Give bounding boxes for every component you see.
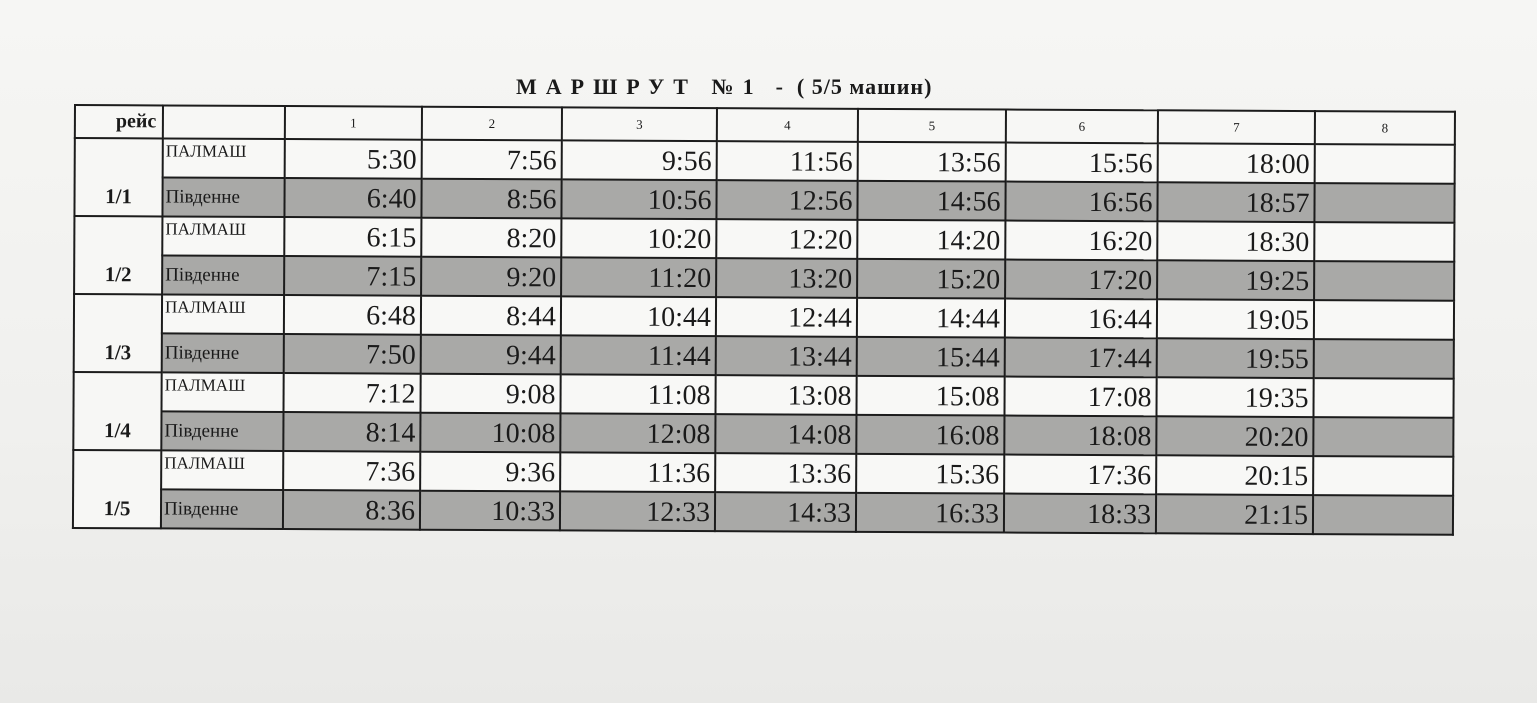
- departure-time-cell: 11:44: [561, 335, 716, 375]
- column-header: 7: [1158, 110, 1315, 144]
- stop-name-cell: ПАЛМАШ: [161, 372, 283, 412]
- departure-time-cell: 15:08: [856, 376, 1004, 416]
- stop-name-cell: Південне: [161, 411, 283, 451]
- trip-number-cell: 1/4: [73, 372, 161, 450]
- stop-name-cell: ПАЛМАШ: [162, 216, 284, 256]
- departure-time-cell: 17:44: [1005, 338, 1157, 378]
- table-row: [73, 372, 1453, 418]
- trip-number-cell: 1/2: [74, 216, 162, 294]
- departure-time-cell: 18:08: [1004, 416, 1156, 456]
- departure-time-cell: 5:30: [285, 139, 422, 179]
- departure-time-cell: 12:08: [560, 413, 715, 453]
- departure-time-cell: 20:20: [1156, 416, 1313, 456]
- departure-time-cell: 16:56: [1005, 182, 1157, 222]
- stop-name-cell: Південне: [162, 333, 284, 373]
- stop-name-cell: Південне: [161, 489, 283, 529]
- table-row: [73, 450, 1453, 496]
- empty-time-cell: [1315, 144, 1455, 184]
- departure-time-cell: 11:56: [717, 141, 858, 181]
- empty-time-cell: [1313, 495, 1453, 535]
- departure-time-cell: 17:08: [1004, 377, 1156, 417]
- departure-time-cell: 15:36: [856, 454, 1004, 494]
- empty-time-cell: [1314, 261, 1454, 301]
- table-row: [73, 489, 1453, 535]
- stop-column-header: [163, 105, 285, 139]
- departure-time-cell: 18:00: [1158, 143, 1315, 183]
- departure-time-cell: 7:36: [283, 451, 420, 491]
- departure-time-cell: 13:56: [858, 142, 1006, 182]
- column-header: 8: [1315, 111, 1455, 145]
- empty-time-cell: [1314, 183, 1454, 223]
- departure-time-cell: 8:44: [421, 296, 561, 336]
- departure-time-cell: 14:20: [857, 220, 1005, 260]
- empty-time-cell: [1313, 417, 1453, 457]
- departure-time-cell: 7:50: [284, 334, 421, 374]
- departure-time-cell: 19:25: [1157, 260, 1314, 300]
- departure-time-cell: 8:14: [283, 412, 420, 452]
- column-header: 4: [717, 108, 858, 142]
- departure-time-cell: 8:56: [421, 179, 561, 219]
- route-title-count: - ( 5/5 машин): [762, 74, 933, 99]
- departure-time-cell: 18:57: [1157, 182, 1314, 222]
- departure-time-cell: 20:15: [1156, 455, 1313, 495]
- departure-time-cell: 19:55: [1157, 338, 1314, 378]
- departure-time-cell: 13:36: [715, 453, 856, 493]
- column-header: 3: [562, 107, 717, 141]
- column-header: 2: [422, 107, 562, 141]
- empty-time-cell: [1314, 300, 1454, 340]
- column-header: 1: [285, 106, 422, 140]
- departure-time-cell: 16:44: [1005, 299, 1157, 339]
- column-header: 5: [858, 109, 1006, 143]
- departure-time-cell: 12:44: [716, 297, 857, 337]
- departure-time-cell: 9:56: [562, 140, 717, 180]
- departure-time-cell: 21:15: [1156, 494, 1313, 534]
- departure-time-cell: 14:44: [857, 298, 1005, 338]
- table-row: [74, 255, 1454, 301]
- departure-time-cell: 6:48: [284, 295, 421, 335]
- departure-time-cell: 13:08: [715, 375, 856, 415]
- departure-time-cell: 14:56: [857, 181, 1005, 221]
- departure-time-cell: 15:56: [1006, 143, 1158, 183]
- table-row: [74, 177, 1454, 223]
- table-row: [75, 138, 1455, 184]
- schedule-body: [73, 138, 1455, 535]
- departure-time-cell: 15:44: [857, 337, 1005, 377]
- departure-time-cell: 8:20: [421, 218, 561, 258]
- departure-time-cell: 9:44: [421, 335, 561, 375]
- table-row: [74, 294, 1454, 340]
- departure-time-cell: 11:36: [560, 452, 715, 492]
- departure-time-cell: 15:20: [857, 259, 1005, 299]
- departure-time-cell: 11:20: [561, 257, 716, 297]
- empty-time-cell: [1314, 222, 1454, 262]
- trip-number-cell: 1/1: [74, 138, 162, 216]
- table-row: [74, 333, 1454, 379]
- departure-time-cell: 16:20: [1005, 221, 1157, 261]
- departure-time-cell: 13:20: [716, 258, 857, 298]
- departure-time-cell: 10:33: [420, 491, 560, 531]
- departure-time-cell: 7:12: [283, 373, 420, 413]
- departure-time-cell: 16:33: [856, 493, 1004, 533]
- departure-time-cell: 10:08: [420, 413, 560, 453]
- departure-time-cell: 18:33: [1004, 494, 1156, 534]
- stop-name-cell: Південне: [162, 177, 284, 217]
- stop-name-cell: ПАЛМАШ: [163, 138, 285, 178]
- departure-time-cell: 17:36: [1004, 455, 1156, 495]
- departure-time-cell: 6:40: [284, 178, 421, 218]
- column-header: 6: [1006, 110, 1158, 144]
- schedule-table-wrapper: [72, 104, 1454, 536]
- departure-time-cell: 11:08: [560, 374, 715, 414]
- departure-time-cell: 9:08: [420, 374, 560, 414]
- departure-time-cell: 17:20: [1005, 260, 1157, 300]
- departure-time-cell: 14:33: [715, 492, 856, 532]
- departure-time-cell: 12:20: [716, 219, 857, 259]
- stop-name-cell: Південне: [162, 255, 284, 295]
- departure-time-cell: 10:56: [561, 179, 716, 219]
- stop-name-cell: ПАЛМАШ: [162, 294, 284, 334]
- departure-time-cell: 8:36: [283, 490, 420, 530]
- departure-time-cell: 9:36: [420, 452, 560, 492]
- departure-time-cell: 12:56: [716, 180, 857, 220]
- trip-number-cell: 1/5: [73, 450, 161, 528]
- empty-time-cell: [1313, 378, 1453, 418]
- table-row: [74, 216, 1454, 262]
- departure-time-cell: 16:08: [856, 415, 1004, 455]
- schedule-table: [72, 104, 1456, 536]
- route-title: [516, 74, 932, 100]
- departure-time-cell: 9:20: [421, 257, 561, 297]
- trip-column-header: рейс: [75, 105, 163, 138]
- stop-name-cell: ПАЛМАШ: [161, 450, 283, 490]
- departure-time-cell: 12:33: [560, 491, 715, 531]
- empty-time-cell: [1314, 339, 1454, 379]
- departure-time-cell: 10:44: [561, 296, 716, 336]
- table-row: [73, 411, 1453, 457]
- departure-time-cell: 19:35: [1156, 377, 1313, 417]
- departure-time-cell: 14:08: [715, 414, 856, 454]
- departure-time-cell: 6:15: [284, 217, 421, 257]
- empty-time-cell: [1313, 456, 1453, 496]
- route-title-main: МАРШРУТ №1: [516, 74, 763, 99]
- departure-time-cell: 18:30: [1157, 221, 1314, 261]
- departure-time-cell: 19:05: [1157, 299, 1314, 339]
- departure-time-cell: 7:15: [284, 256, 421, 296]
- trip-number-cell: 1/3: [74, 294, 162, 372]
- departure-time-cell: 13:44: [716, 336, 857, 376]
- departure-time-cell: 10:20: [561, 218, 716, 258]
- departure-time-cell: 7:56: [422, 140, 562, 180]
